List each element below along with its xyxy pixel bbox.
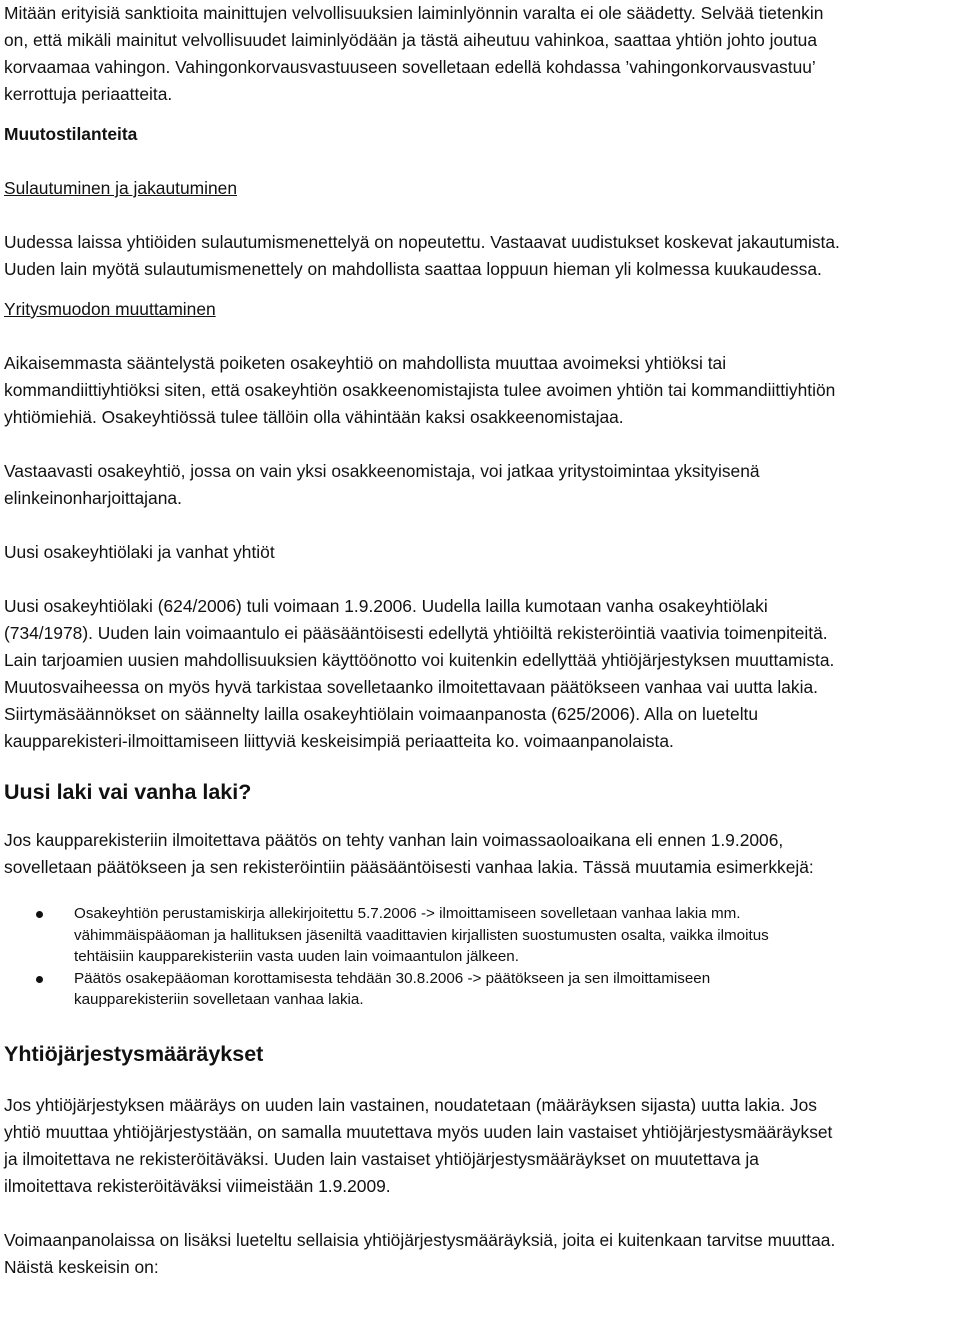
text-line: sovelletaan päätökseen ja sen rekisteröintiin pääsääntöisesti vanhaa lakia. Tässä muutamia esimerkkejä: xyxy=(4,857,814,877)
text-line: kaupparekisteriin sovelletaan vanhaa lakia. xyxy=(74,991,364,1008)
text-line: Jos yhtiöjärjestyksen määräys on uuden lain vastainen, noudatetaan (määräyksen sijasta) uutta lakia. Jos xyxy=(4,1094,817,1115)
section-heading-muutostilanteita: Muutostilanteita xyxy=(4,124,138,144)
merger-paragraph xyxy=(4,229,954,283)
text-line: Voimaanpanolaissa on lisäksi lueteltu sellaisia yhtiöjärjestysmääräyksiä, joita ei kuitenkaan tarvitse muuttaa. xyxy=(4,1229,836,1250)
list-item xyxy=(4,903,954,968)
text-line: kerrottuja periaatteita. xyxy=(4,84,173,104)
text-line: Uudessa laissa yhtiöiden sulautumismenettelyä on nopeutettu. Vastaavat uudistukset koskevat jakautumista. xyxy=(4,232,840,252)
text-line: korvaamaa vahingon. Vahingonkorvausvastuuseen sovelletaan edellä kohdassa ’vahingonkorvausvastuu’ xyxy=(4,57,816,77)
sole-owner-paragraph xyxy=(4,458,954,512)
text-line: yhtiö muuttaa yhtiöjärjestystään, on samalla muutettava myös uuden lain vastaiset yhtiöjärjestysmääräykset xyxy=(4,1121,833,1142)
text-line: Uusi osakeyhtiölaki (624/2006) tuli voimaan 1.9.2006. Uudella lailla kumotaan vanha osakeyhtiölaki xyxy=(4,596,768,616)
old-or-new-paragraph xyxy=(4,827,954,881)
text-line: Uuden lain myötä sulautumismenettely on mahdollista saattaa loppuun hieman yli kolmessa kuukaudessa. xyxy=(4,259,822,279)
document-page xyxy=(4,0,954,1281)
section-heading-yhtiojarjestys: Yhtiöjärjestysmääräykset xyxy=(4,1041,264,1066)
company-form-paragraph xyxy=(4,350,954,431)
new-act-paragraph xyxy=(4,593,954,755)
section-heading-uusi-laki: Uusi laki vai vanha laki? xyxy=(4,780,252,804)
subheading-sulautuminen: Sulautuminen ja jakautuminen xyxy=(4,178,237,198)
text-line: Siirtymäsäännökset on säännelty lailla osakeyhtiölain voimaanpanosta (625/2006). Alla on lueteltu xyxy=(4,704,759,724)
text-line: yhtiömiehiä. Osakeyhtiössä tulee tällöin olla vähintään kaksi osakkeenomistajaa. xyxy=(4,407,624,427)
text-line: tehtäisiin kaupparekisteriin vasta uuden lain voimaantulon jälkeen. xyxy=(74,948,519,965)
text-line: Jos kaupparekisteriin ilmoitettava päätös on tehty vanhan lain voimassaoloaikana eli ennen 1.9.2006, xyxy=(4,830,784,850)
text-line: kommandiittiyhtiöksi siten, että osakeyhtiön osakkeenomistajista tulee avoimen yhtiön tai kommandiittiyhtiön xyxy=(4,380,836,400)
subheading-yritysmuoto: Yritysmuodon muuttaminen xyxy=(4,299,216,319)
text-line: on, että mikäli mainitut velvollisuudet laiminlyödään ja tästä aiheutuu vahinkoa, saattaa yhtiön johto joutua xyxy=(4,30,818,50)
implementation-paragraph xyxy=(4,1227,954,1281)
text-line: Päätös osakepääoman korottamisesta tehdään 30.8.2006 -> päätökseen ja sen ilmoittamiseen xyxy=(74,969,711,987)
articles-paragraph xyxy=(4,1092,954,1200)
text-line: elinkeinonharjoittajana. xyxy=(4,488,182,508)
text-line: ilmoitettava rekisteröitäväksi viimeistään 1.9.2009. xyxy=(4,1175,391,1196)
list-item xyxy=(4,968,954,1011)
text-line: Osakeyhtiön perustamiskirja allekirjoitettu 5.7.2006 -> ilmoittamiseen sovelletaan vanhaa lakia mm. xyxy=(74,905,741,922)
text-line: vähimmäispääoman ja hallituksen jäseniltä vaadittavien kirjallisten suostumusten osalta, vaikka ilmoitus xyxy=(74,926,769,944)
intro-paragraph xyxy=(4,0,954,108)
text-line: (734/1978). Uuden lain voimaantulo ei pääsääntöisesti edellytä yhtiöiltä rekisteröintiä vaativia toimenpiteitä. xyxy=(4,623,828,643)
subheading-uusi-osakeyhtiolaki: Uusi osakeyhtiölaki ja vanhat yhtiöt xyxy=(4,542,275,562)
text-line: ja ilmoitettava ne rekisteröitäväksi. Uuden lain vastaiset yhtiöjärjestysmääräykset on muutettava ja xyxy=(4,1148,759,1169)
text-line: Aikaisemmasta sääntelystä poiketen osakeyhtiö on mahdollista muuttaa avoimeksi yhtiöksi tai xyxy=(4,353,727,373)
text-line: Lain tarjoamien uusien mahdollisuuksien käyttöönotto voi kuitenkin edellyttää yhtiöjärjestyksen muuttamista. xyxy=(4,650,835,670)
text-line: Näistä keskeisin on: xyxy=(4,1256,159,1277)
examples-list xyxy=(4,903,954,1011)
text-line: Muutosvaiheessa on myös hyvä tarkistaa sovelletaanko ilmoitettavaan päätökseen vanhaa vai uutta lakia. xyxy=(4,677,818,697)
text-line: kaupparekisteri-ilmoittamiseen liittyviä keskeisimpiä periaatteita ko. voimaanpanolaista. xyxy=(4,731,674,751)
text-line: Vastaavasti osakeyhtiö, jossa on vain yksi osakkeenomistaja, voi jatkaa yritystoimintaa yksityisenä xyxy=(4,461,760,481)
text-line: Mitään erityisiä sanktioita mainittujen velvollisuuksien laiminlyönnin varalta ei ole säädetty. Selvää tietenkin xyxy=(4,3,824,23)
